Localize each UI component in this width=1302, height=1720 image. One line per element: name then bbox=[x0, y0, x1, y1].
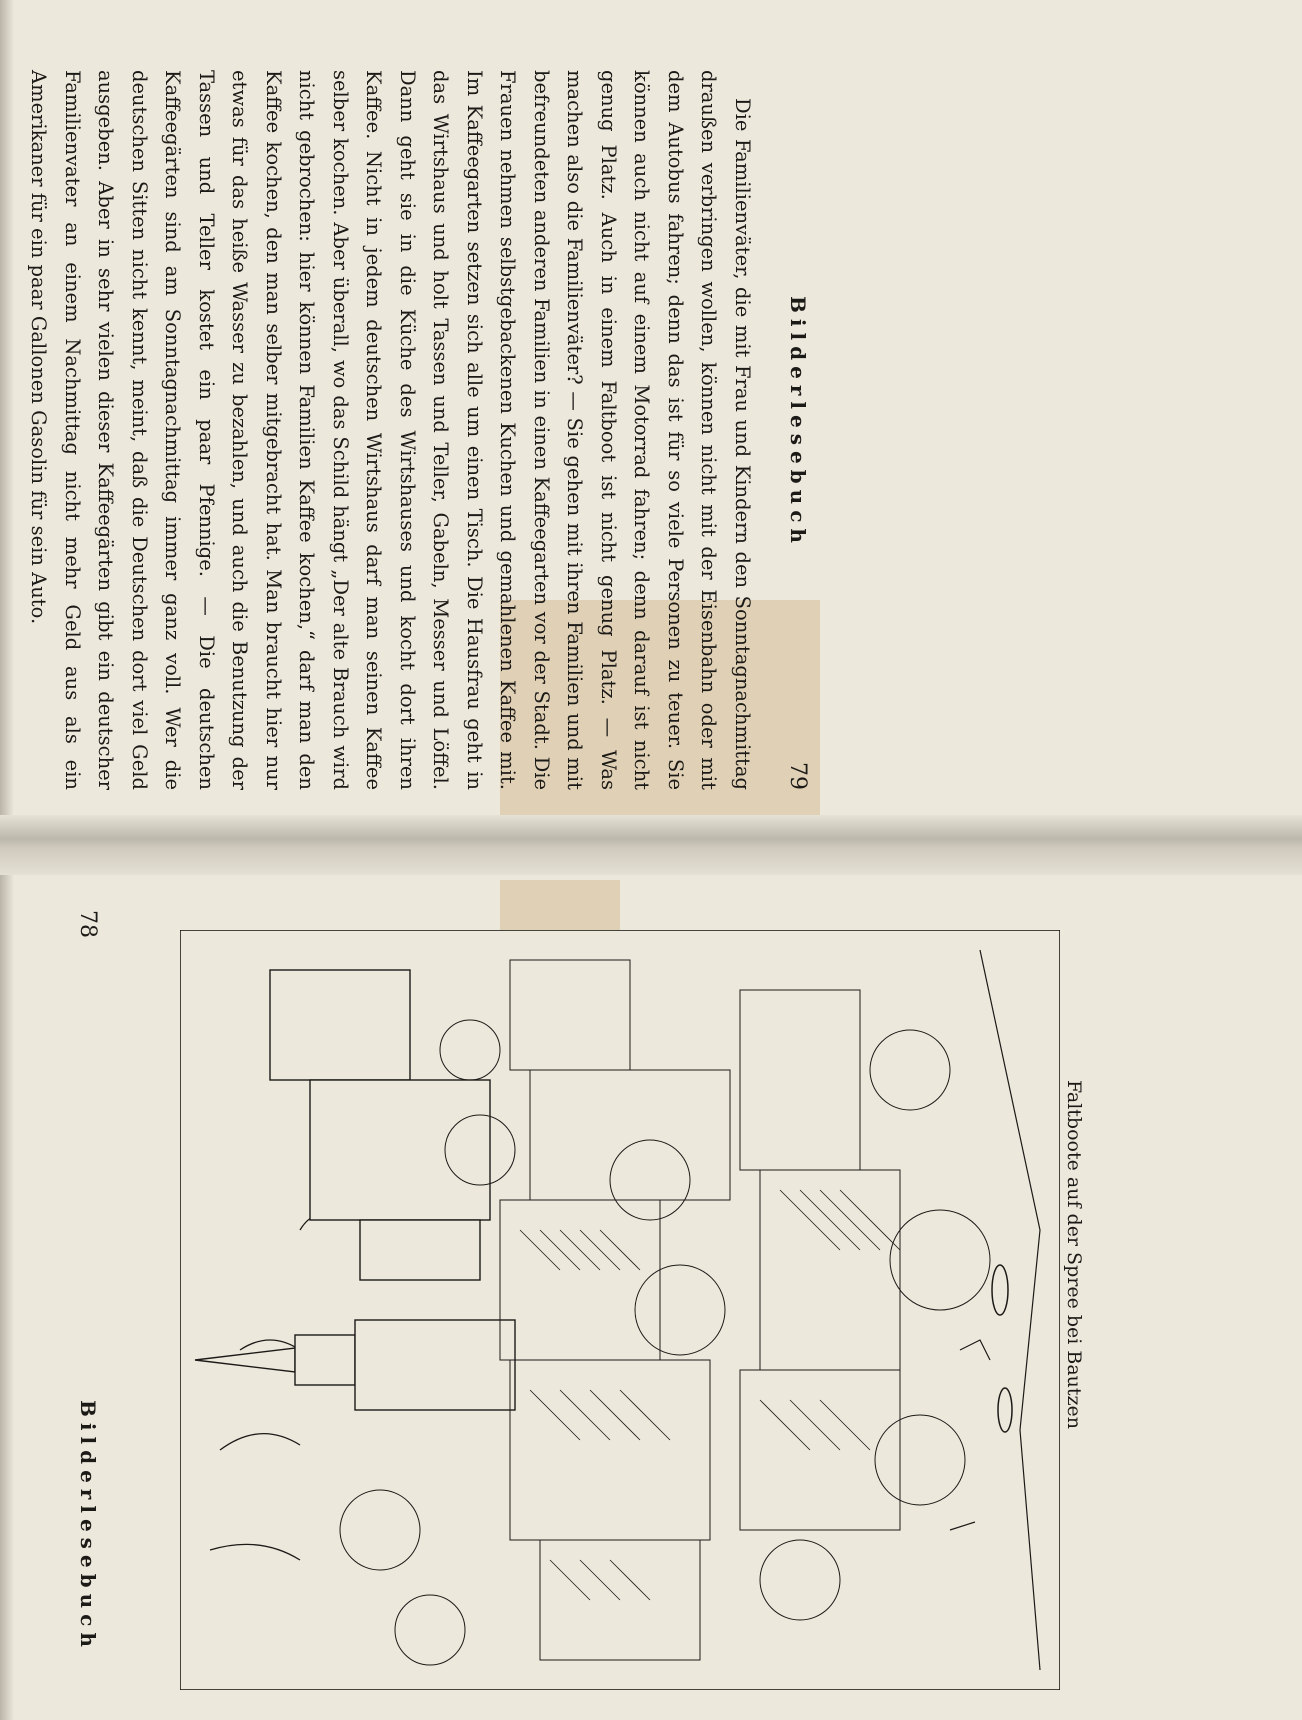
illustration-caption: Faltboote auf der Spree bei Bautzen bbox=[1063, 1080, 1085, 1430]
page-79 bbox=[27, 70, 810, 790]
running-head-spacer bbox=[786, 70, 810, 83]
running-head-title: Bilderlesebuch bbox=[786, 296, 810, 549]
running-head-79 bbox=[785, 70, 810, 790]
illustration-town-drawing bbox=[180, 930, 1060, 1690]
page-number-78: 78 bbox=[75, 910, 100, 938]
page-79-body bbox=[0, 70, 759, 790]
paragraph-kaffeegarten: Die Familienväter, die mit Frau und Kindern den Sonntagnachmittag draußen verbringen wollen, können nicht mit der Eisenbahn oder mit dem Autobus fahren; denn das ist für so viele Personen zu teuer. Sie können auch nicht auf einem Motorrad fahren; denn darauf ist nicht genug Platz. Auch in einem Faltboot ist nicht genug Platz. — Was machen also die Familienväter? — Sie gehen mit ihren Familien und mit befreundeten anderen Familien in einen Kaffeegarten vor der Stadt. Die Frauen nehmen selbstgebackenen Kuchen und gemahlenen Kaffee mit. Im Kaffeegarten setzen sich alle um einen Tisch. Die Hausfrau geht in das Wirtshaus und holt Tassen und Teller, Gabeln, Messer und Löffel. Dann geht sie in die Küche des Wirtshauses und kocht dort ihren Kaffee. Nicht in jedem deutschen Wirtshaus darf man seinen Kaffee selber kochen. Aber überall, wo das Schild hängt „Der alte Brauch wird nicht gebrochen: hier können Familien Kaffee kochen,“ darf man den Kaffee kochen, den man selber mitgebracht hat. Man braucht hier nur etwas für das heiße Wasser zu bezahlen, und auch die Benutzung der Tassen und Teller kostet ein paar Pfennige. — Die deutschen Kaffeegärten sind am Sonntagnachmittag immer ganz voll. Wer die deutschen Sitten nicht kennt, meint, daß die Deutschen dort viel Geld ausgeben. Aber in sehr vielen dieser Kaffeegärten gibt ein deutscher Familienvater an einem Nachmittag nicht mehr Geld aus als ein Amerikaner für ein paar Gallonen Gasolin für sein Auto. bbox=[27, 70, 754, 790]
page-78-header bbox=[70, 900, 110, 1700]
running-head-title-78: Bilderlesebuch bbox=[76, 1400, 100, 1653]
page-number-79: 79 bbox=[785, 762, 810, 790]
book-gutter bbox=[0, 815, 1302, 875]
